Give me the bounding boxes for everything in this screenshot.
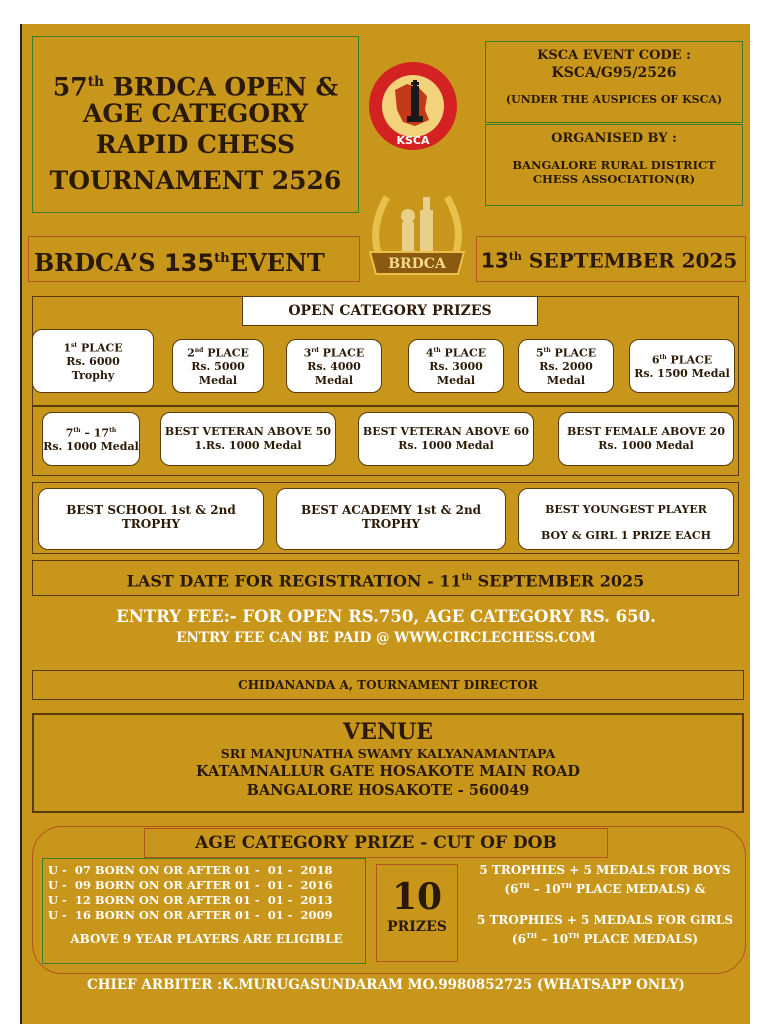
event-date-box <box>476 236 746 282</box>
brdca-logo-text: BRDCA <box>388 256 446 272</box>
age-line-u16: U - 16 BORN ON OR AFTER 01 - 01 - 2009 <box>48 908 333 922</box>
title-line4: TOURNAMENT 2526 <box>49 166 342 196</box>
event-count-box <box>28 236 360 282</box>
age-prize-details <box>460 862 750 947</box>
girls-prize-line2: (6TH – 10TH PLACE MEDALS) <box>511 932 699 946</box>
chief-arbiter: CHIEF ARBITER :K.MURUGASUNDARAM MO.9980852725 (WHATSAPP ONLY) <box>87 977 685 993</box>
event-count: BRDCA’S 135thEVENT <box>34 248 325 277</box>
prize-female-20: BEST FEMALE ABOVE 20 Rs. 1000 Medal <box>558 412 734 466</box>
prize-2nd-place: 2nd PLACE Rs. 5000 Medal <box>172 339 264 393</box>
ksca-logo-text: KSCA <box>396 134 430 147</box>
organiser-box <box>485 124 743 206</box>
venue-line1: SRI MANJUNATHA SWAMY KALYANAMANTAPA <box>220 746 556 761</box>
tournament-director: CHIDANANDA A, TOURNAMENT DIRECTOR <box>238 678 538 692</box>
poster <box>20 24 750 1024</box>
ksca-code-box <box>485 41 743 123</box>
ksca-logo <box>367 60 459 152</box>
prize-best-academy: BEST ACADEMY 1st & 2nd TROPHY <box>276 488 506 550</box>
age-dob-box <box>42 858 366 964</box>
venue-box <box>32 713 744 813</box>
prize-youngest-player: BEST YOUNGEST PLAYER BOY & GIRL 1 PRIZE EACH <box>518 488 734 550</box>
prize-count: 10 <box>391 876 443 918</box>
ksca-code: KSCA/G95/2526 <box>551 65 677 81</box>
prize-3rd-place: 3rd PLACE Rs. 4000 Medal <box>286 339 382 393</box>
age-eligibility: ABOVE 9 YEAR PLAYERS ARE ELIGIBLE <box>70 932 343 946</box>
prize-4th-place: 4th PLACE Rs. 3000 Medal <box>408 339 504 393</box>
age-line-u9: U - 09 BORN ON OR AFTER 01 - 01 - 2016 <box>48 878 333 892</box>
director-box <box>32 670 744 700</box>
venue-line2: KATAMNALLUR GATE HOSAKOTE MAIN ROAD <box>195 763 581 780</box>
title-line2: AGE CATEGORY <box>82 99 309 129</box>
entry-fee-line1: ENTRY FEE:- FOR OPEN RS.750, AGE CATEGORY RS. 650. <box>116 607 656 626</box>
age-line-u7: U - 07 BORN ON OR AFTER 01 - 01 - 2018 <box>48 863 333 877</box>
open-prizes-heading: OPEN CATEGORY PRIZES <box>242 296 538 326</box>
prize-veteran-60: BEST VETERAN ABOVE 60 Rs. 1000 Medal <box>358 412 534 466</box>
prize-7th-17th: 7th – 17th Rs. 1000 Medal <box>42 412 140 466</box>
boys-prize-line2: (6TH – 10TH PLACE MEDALS) & <box>504 882 706 896</box>
prize-6th-place: 6th PLACE Rs. 1500 Medal <box>629 339 735 393</box>
registration-deadline-box <box>32 560 739 596</box>
age-line-u12: U - 12 BORN ON OR AFTER 01 - 01 - 2013 <box>48 893 333 907</box>
title-line3: RAPID CHESS <box>95 130 296 160</box>
prize-best-school: BEST SCHOOL 1st & 2nd TROPHY <box>38 488 264 550</box>
title-box <box>32 36 359 213</box>
title-line1: 57th BRDCA OPEN & <box>52 72 339 102</box>
prize-1st-place: 1st PLACE Rs. 6000 Trophy <box>32 329 154 393</box>
organised-label: ORGANISED BY : <box>551 131 677 146</box>
venue-line3: BANGALORE HOSAKOTE - 560049 <box>246 782 530 799</box>
organiser-line1: BANGALORE RURAL DISTRICT <box>512 158 716 172</box>
ksca-code-label: KSCA EVENT CODE : <box>537 48 691 63</box>
brdca-logo <box>362 182 472 287</box>
prize-count-label: PRIZES <box>387 919 447 935</box>
prize-count-box <box>376 864 458 962</box>
registration-deadline: LAST DATE FOR REGISTRATION - 11th SEPTEMBER 2025 <box>126 571 645 591</box>
age-category-heading-box <box>144 828 608 858</box>
boys-prize-line1: 5 TROPHIES + 5 MEDALS FOR BOYS <box>479 863 731 877</box>
prize-5th-place: 5th PLACE Rs. 2000 Medal <box>518 339 614 393</box>
organiser-line2: CHESS ASSOCIATION(R) <box>532 172 696 186</box>
entry-fee <box>22 606 750 648</box>
prize-veteran-50: BEST VETERAN ABOVE 50 1.Rs. 1000 Medal <box>160 412 336 466</box>
event-date: 13th SEPTEMBER 2025 <box>481 248 738 273</box>
girls-prize-line1: 5 TROPHIES + 5 MEDALS FOR GIRLS <box>476 913 734 927</box>
venue-heading: VENUE <box>343 719 433 745</box>
age-category-heading: AGE CATEGORY PRIZE - CUT OF DOB <box>195 833 557 853</box>
entry-fee-line2: ENTRY FEE CAN BE PAID @ WWW.CIRCLECHESS.COM <box>176 630 596 646</box>
ksca-auspices: (UNDER THE AUSPICES OF KSCA) <box>505 93 723 106</box>
